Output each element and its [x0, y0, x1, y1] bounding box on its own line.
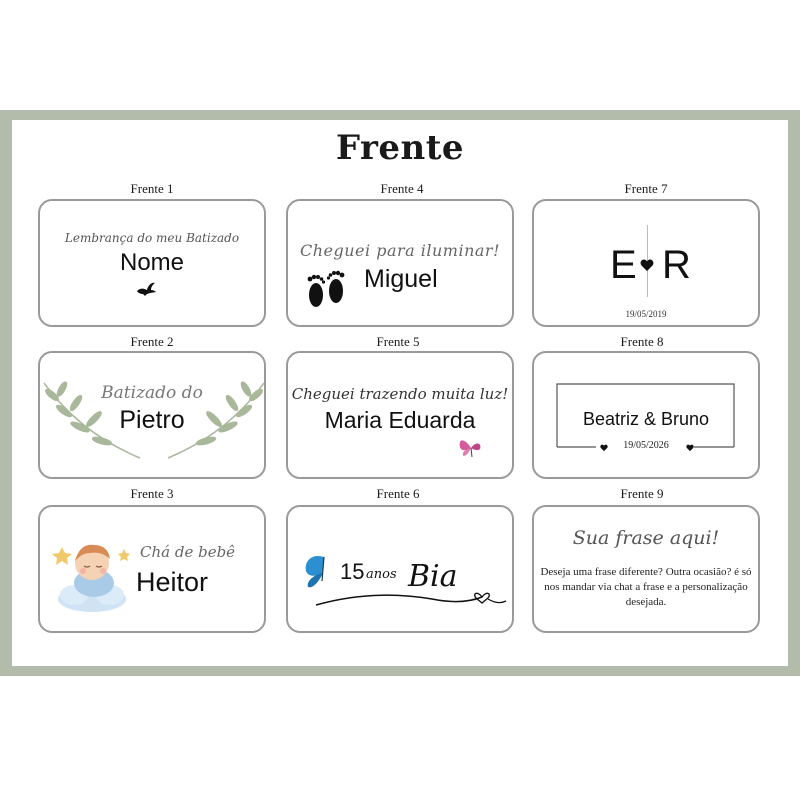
page-title: Frente [335, 128, 465, 168]
card-frente-3[interactable] [38, 505, 266, 633]
card-top-text: Chá de bebê [140, 543, 236, 561]
card-top-text: Lembrança do meu Batizado [64, 231, 240, 245]
heart-icon [640, 259, 654, 272]
card-date: 19/05/2026 [623, 440, 669, 451]
initial-left: E [610, 243, 637, 287]
label-frente-8: Frente 8 [620, 334, 664, 349]
card-name: Maria Eduarda [324, 407, 476, 433]
card-frente-8[interactable] [532, 351, 760, 479]
card-frente-4[interactable] [286, 199, 514, 327]
card-name: Bia [408, 559, 458, 594]
label-frente-3: Frente 3 [130, 486, 174, 501]
card-top-text: Cheguei para iluminar! [299, 241, 501, 260]
label-frente-2: Frente 2 [130, 334, 174, 349]
card-body-text: Deseja uma frase diferente? Outra ocasião? é só nos mandar via chat a frase e a personalização desejada. [540, 566, 752, 608]
baby-feet-icon [304, 269, 350, 315]
card-frente-7[interactable] [532, 199, 760, 327]
swash-heart-icon [312, 583, 512, 613]
heart-icon [686, 444, 694, 452]
card-date: 19/05/2019 [625, 309, 667, 319]
baby-on-cloud-icon [50, 533, 134, 617]
label-frente-9: Frente 9 [620, 486, 664, 501]
butterfly-icon [456, 433, 486, 463]
age-number: 15 [340, 559, 365, 584]
card-name: Pietro [119, 406, 185, 434]
card-frente-2[interactable] [38, 351, 266, 479]
label-frente-7: Frente 7 [624, 181, 668, 196]
label-frente-1: Frente 1 [130, 181, 174, 196]
card-name: Nome [119, 249, 185, 276]
dove-icon [135, 281, 157, 299]
card-name: Heitor [136, 567, 209, 597]
label-frente-5: Frente 5 [376, 334, 420, 349]
initial-right: R [662, 243, 691, 287]
card-name: Beatriz & Bruno [582, 409, 710, 429]
card-frente-1[interactable] [38, 199, 266, 327]
card-top-text: Sua frase aqui! [572, 527, 720, 549]
card-top-text: Batizado do [101, 383, 203, 403]
age-word: anos [366, 567, 397, 582]
card-name: Miguel [364, 265, 438, 293]
card-frente-6[interactable] [286, 505, 514, 633]
card-top-text: Cheguei trazendo muita luz! [291, 385, 509, 403]
card-frente-9[interactable] [532, 505, 760, 633]
label-frente-4: Frente 4 [380, 181, 424, 196]
label-frente-6: Frente 6 [376, 486, 420, 501]
card-frente-5[interactable] [286, 351, 514, 479]
